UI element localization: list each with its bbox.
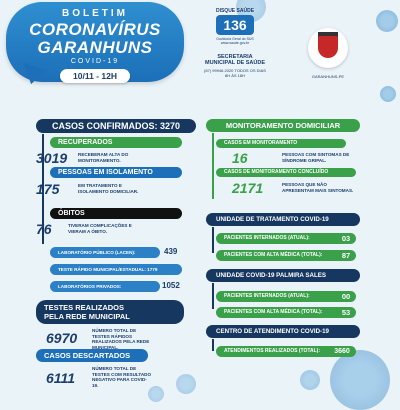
virus-icon [300,370,320,390]
virus-icon [330,350,390,410]
recovered-value: 3019 [36,150,68,166]
secretaria-title: SECRETARIA MUNICIPAL DE SAÚDE [205,54,265,66]
isolation-value: 175 [36,181,60,197]
palmira-interned-text: PACIENTES INTERNADOS (ATUAL): [224,293,310,299]
utc-interned-value: 03 [341,234,351,243]
covid-subtitle: COVID-19 [70,58,120,65]
utc-discharged-value: 87 [341,251,351,260]
discarded-desc: NÚMERO TOTAL DE TESTES COM RESULTADO NEGATIVO PARA COVID-19. [92,366,152,388]
city-label: GARANHUNS-PE [311,74,345,79]
palmira-interned-value: 00 [341,292,351,301]
deaths-desc: TIVERAM COMPLICAÇÕES E VIERAM A ÓBITO. [68,223,132,234]
tests-header-line2: PELA REDE MUNICIPAL [44,312,130,321]
utc-discharged-text: PACIENTES COM ALTA MÉDICA (TOTAL): [224,252,323,258]
in-monitor-desc: PESSOAS COM SINTOMAS DE SÍNDROME GRIPAL. [282,152,350,163]
lab-private-label: LABORATÓRIOS PRIVADOS: [50,281,160,292]
title-garanhuns: GARANHUNS [37,38,153,57]
concluded-value: 2171 [232,180,264,196]
lab-public-value: 439 [164,247,178,256]
rapid-test-text: TESTE RÁPIDO MUNICIPAL/ESTADUAL: [58,267,146,272]
utc-header: UNIDADE DE TRATAMENTO COVID-19 [206,213,360,226]
isolation-desc: EM TRATAMENTO E ISOLAMENTO DOMICILIAR. [78,183,139,194]
secretaria-phone: (87) 99946.2020 TODOS OS DIAS 8H ÀS 18H [204,68,266,78]
discarded-value: 6111 [46,370,76,386]
recovered-label: RECUPERADOS [50,137,182,148]
in-monitor-label: CASOS EM MONITORAMENTO [216,139,346,148]
disque-sub: Ouvidoria Geral do SUS www.saude.gov.br [216,37,254,45]
virus-icon [376,10,398,32]
crest-shield-icon [318,36,338,58]
palmira-interned-label [216,291,356,302]
palmira-discharged-text: PACIENTES COM ALTA MÉDICA (TOTAL): [224,309,323,315]
utc-discharged-label [216,250,356,261]
virus-icon [176,374,196,394]
utc-interned-text: PACIENTES INTERNADOS (ATUAL): [224,235,310,241]
deaths-label: ÓBITOS [50,208,182,219]
date-badge: 10/11 - 12H [60,69,130,83]
lab-public-label: LABORATÓRIO PÚBLICO (LACEN): [50,247,160,258]
center-header: CENTRO DE ATENDIMENTO COVID-19 [206,325,360,338]
tests-header-line1: TESTES REALIZADOS [44,303,125,312]
in-monitor-value: 16 [232,150,248,166]
recovered-desc: RECEBERAM ALTA DO MONITORAMENTO. [78,152,129,163]
palmira-discharged-value: 53 [341,308,351,317]
disque-number: 136 [216,15,254,35]
monitor-header: MONITORAMENTO DOMICILIAR [206,119,360,132]
disque-label: DISQUE SAÚDE [215,8,255,14]
isolation-label: PESSOAS EM ISOLAMENTO [50,167,182,178]
tests-value: 6970 [46,330,78,346]
concluded-desc: PESSOAS QUE NÃO APRESENTAM MAIS SINTOMAS. [282,182,354,193]
title-coronavirus: CORONAVÍRUS [29,20,161,39]
center-attend-value: 3660 [334,348,350,355]
tests-desc: NÚMERO TOTAL DE TESTES RÁPIDOS REALIZADOS PELA REDE MUNICIPAL. [92,328,150,350]
deaths-value: 76 [36,221,52,237]
lab-private-value: 1052 [162,281,180,290]
boletim-label: BOLETIM [62,8,128,19]
utc-interned-label [216,233,356,244]
concluded-label: CASOS DE MONITORAMENTO CONCLUÍDO [216,168,356,177]
virus-icon [380,86,396,102]
center-attend-text: ATENDIMENTOS REALIZADOS (TOTAL): [224,348,321,354]
discarded-header: CASOS DESCARTADOS [36,349,148,362]
tests-header [36,300,184,324]
rapid-test-label [50,264,182,275]
palmira-header: UNIDADE COVID-19 PALMIRA SALES [206,269,360,282]
palmira-discharged-label [216,307,356,318]
confirmed-header: CASOS CONFIRMADOS: 3270 [36,119,196,133]
rapid-test-value: 1779 [147,267,158,272]
